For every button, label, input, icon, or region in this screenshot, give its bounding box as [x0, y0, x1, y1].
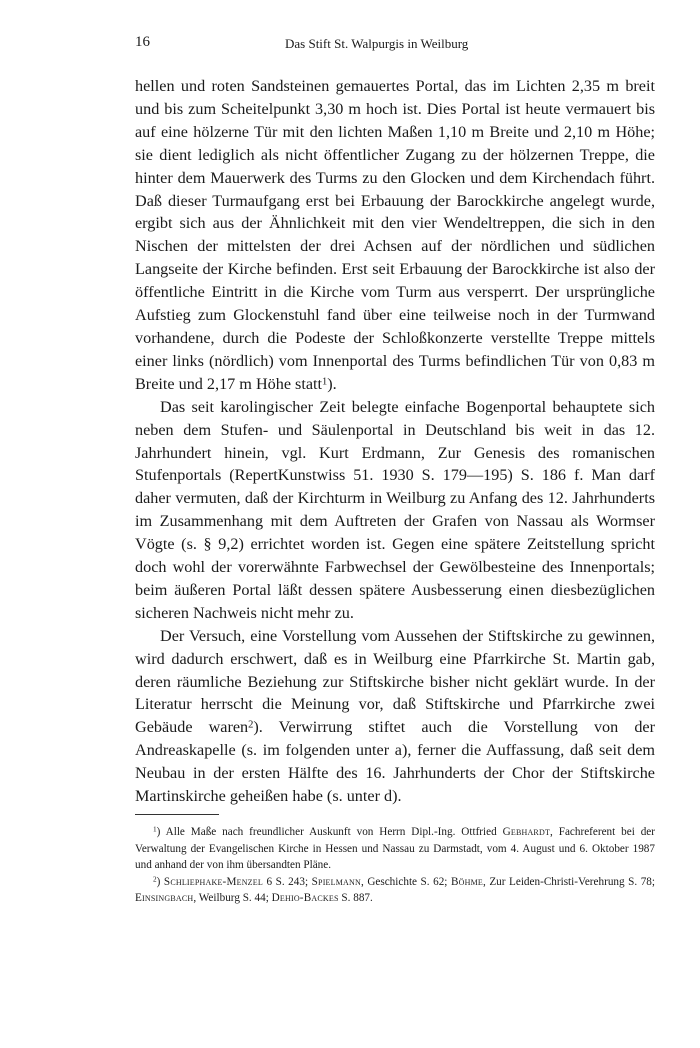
footnote-2	[135, 874, 655, 907]
footnote-2-text-3: , Zur Leiden-Christi-Verehrung S. 78;	[483, 875, 655, 888]
footnote-2-mark: 2	[153, 875, 157, 884]
body-text	[135, 75, 655, 808]
running-title: Das Stift St. Walpurgis in Weilburg	[285, 36, 469, 51]
paragraph-3	[135, 625, 655, 808]
paragraph-1	[135, 75, 655, 396]
footnote-2-text-1: 6 S. 243;	[262, 875, 312, 888]
footnote-2-text-4: , Weilburg S. 44;	[193, 892, 272, 905]
page-number: 16	[135, 34, 150, 50]
footnote-ref-1: 1	[322, 376, 328, 388]
footnote-2-author-5: Dehio-Backes	[271, 892, 339, 905]
paragraph-3-tail: ). Verwirrung stiftet auch die Vorstellung von der Andreaskapelle (s. im folgenden unter a), ferner die Auffassung, daß seit dem Neubau in der ersten Hälfte des 16. Jahrhunderts der Chor der Stiftskirche Martinskirche geheißen habe (s. unter d).	[135, 718, 655, 806]
footnote-1-mark: 1	[153, 825, 157, 834]
footnote-1-author: Gebhardt	[502, 826, 551, 838]
footnote-1	[135, 824, 655, 874]
footnote-2-author-2: Spielmann	[311, 875, 361, 888]
footnote-1-text-end: , Fachreferent bei der Verwaltung der Evangelischen Kirche in Hessen und Nassau zu Darmstadt, vom 4. August und 6. Oktober 1987 und anhand der von ihm übersandten Pläne.	[135, 826, 655, 872]
paragraph-1-text: hellen und roten Sandsteinen gemauertes Portal, das im Lichten 2,35 m breit und bis zum Scheitelpunkt 3,30 m hoch ist. Dies Portal ist heute vermauert bis auf eine hölzerne Tür mit den lichten Maßen 1,10 m Breite und 2,10 m Höhe; sie dient lediglich als nicht öffentlicher Zugang zu der hölzernen Treppe, die hinter dem Mauerwerk des Turms zu den Glocken und dem Kirchendach führt. Daß dieser Turmaufgang erst bei Erbauung der Barockkirche angelegt wurde, ergibt sich aus der Ähnlichkeit mit den vier Wendeltreppen, die sich in den Nischen der mittelsten der drei Achsen auf der nördlichen und südlichen Langseite der Kirche befinden. Erst seit Erbauung der Barockkirche ist also der öffentliche Eintritt in die Kirche vom Turm aus versperrt. Der ursprüngliche Aufstieg zum Glockenstuhl fand über eine teilweise noch in der Turmwand vorhandene, durch die Podeste der Schloßkonzerte verstellte Treppe mittels einer links (nördlich) vom Innenportal des Turms befindlichen Tür von 0,83 m Breite und 2,17 m Höhe statt	[135, 77, 655, 393]
footnote-1-text: ) Alle Maße nach freundlicher Auskunft von Herrn Dipl.-Ing. Ottfried	[156, 826, 503, 838]
footnote-2-text-2: , Geschichte S. 62;	[360, 875, 451, 888]
paragraph-3-text: Der Versuch, eine Vorstellung vom Aussehen der Stiftskirche zu gewinnen, wird dadurch erschwert, daß es in Weilburg eine Pfarrkirche St. Martin gab, deren räumliche Beziehung zur Stiftskirche bisher nicht geklärt wurde. In der Literatur herrscht die Meinung vor, daß Stiftskirche und Pfarrkirche zwei Gebäude waren	[135, 626, 655, 737]
footnote-ref-2: 2	[248, 719, 254, 731]
footnote-2-author-4: Einsingbach	[135, 892, 194, 905]
paragraph-2: Das seit karolingischer Zeit belegte einfache Bogenportal behauptete sich neben dem Stufen- und Säulenportal in Deutschland bis weit in das 12. Jahrhundert hinein, vgl. Kurt Erdmann, Zur Genesis des romanischen Stufenportals (RepertKunstwiss 51. 1930 S. 179—195) S. 186 f. Man darf daher vermuten, daß der Kirchturm in Weilburg zu Anfang des 12. Jahrhunderts im Zusammenhang mit dem Auftreten der Grafen von Nassau als Wormser Vögte (s. § 9,2) errichtet worden ist. Gegen eine spätere Zeitstellung spricht doch wohl der vorerwähnte Farbwechsel der Gewölbesteine des Innenportals; beim äußeren Portal läßt dessen spätere Ausbesserung einen diesbezüglichen sicheren Nachweis nicht mehr zu.	[135, 397, 655, 622]
footnote-2-author-3: Böhme	[450, 875, 483, 888]
paragraph-1-tail: ).	[327, 374, 337, 393]
footnotes	[135, 824, 655, 907]
footnote-2-author-1: Schliephake-Menzel	[163, 875, 263, 888]
footnote-divider	[135, 814, 219, 815]
footnote-2-text-5: S. 887.	[338, 892, 373, 905]
running-head	[135, 34, 655, 56]
footnote-2-paren: )	[156, 875, 164, 888]
